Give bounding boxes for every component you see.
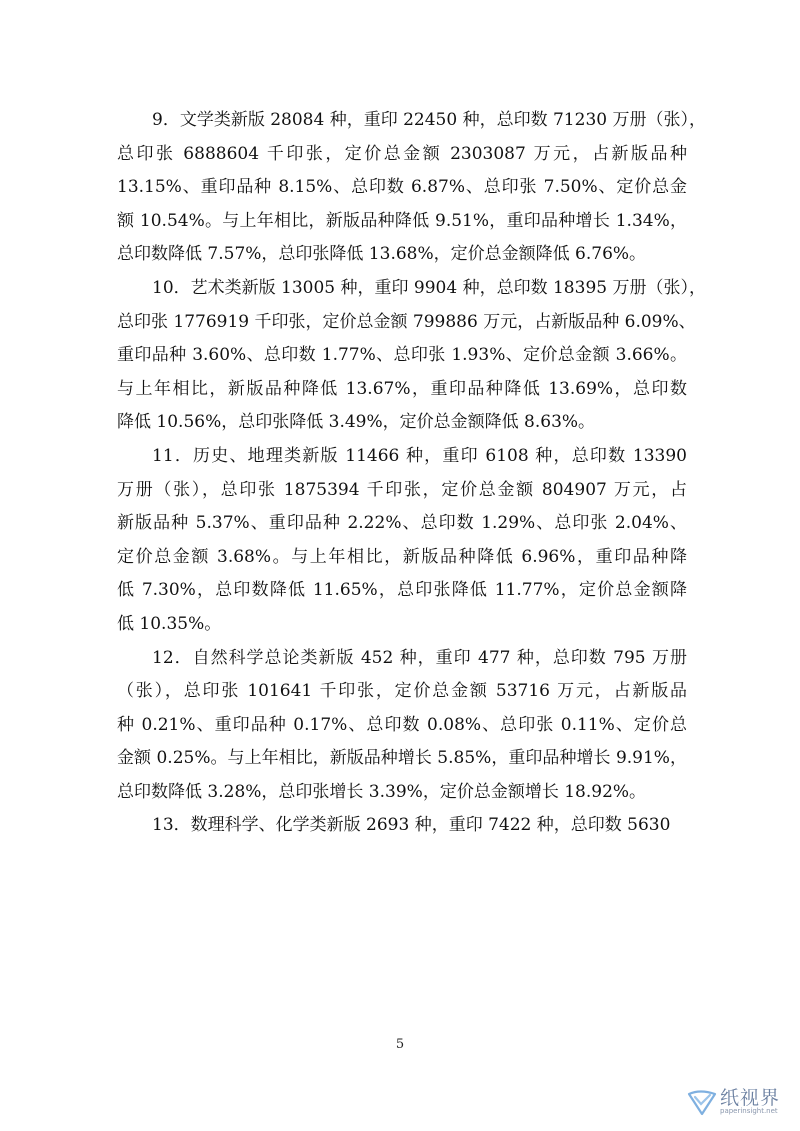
- text-line: 低 10.35%。: [117, 613, 222, 634]
- text-line: 万册（张），总印张 1875394 千印张，定价总金额 804907 万元，占: [117, 479, 687, 500]
- document-body: [117, 104, 706, 843]
- text-line: 低 7.30%，总印数降低 11.65%，总印张降低 11.77%，定价总金额降: [117, 580, 687, 601]
- text-line: 降低 10.56%，总印张降低 3.49%，定价总金额降低 8.63%。: [117, 412, 596, 433]
- text-line: 11．历史、地理类新版 11466 种，重印 6108 种，总印数 13390: [152, 445, 687, 466]
- text-line: 总印数降低 7.57%，总印张降低 13.68%，定价总金额降低 6.76%。: [117, 244, 647, 265]
- text-line: 与上年相比，新版品种降低 13.67%，重印品种降低 13.69%，总印数: [117, 378, 687, 399]
- paragraph-13-math-physics-chemistry: [117, 809, 687, 843]
- text-line: 总印数降低 3.28%，总印张增长 3.39%，定价总金额增长 18.92%。: [117, 781, 647, 802]
- text-line: 新版品种 5.37%、重印品种 2.22%、总印数 1.29%、总印张 2.04%、: [117, 513, 687, 534]
- text-line: 9．文学类新版 28084 种，重印 22450 种，总印数 71230 万册（张），: [152, 110, 706, 130]
- watermark-logo-icon: [686, 1085, 718, 1117]
- text-line: 总印张 6888604 千印张，定价总金额 2303087 万元，占新版品种: [117, 143, 687, 164]
- text-line: 12．自然科学总论类新版 452 种，重印 477 种，总印数 795 万册: [152, 647, 687, 668]
- text-line: 种 0.21%、重印品种 0.17%、总印数 0.08%、总印张 0.11%、定价总: [117, 714, 687, 735]
- text-line: 13．数理科学、化学类新版 2693 种，重印 7422 种，总印数 5630: [152, 815, 671, 836]
- watermark: [686, 1083, 786, 1119]
- text-line: 额 10.54%。与上年相比，新版品种降低 9.51%，重印品种增长 1.34%，: [117, 210, 687, 231]
- watermark-name: 纸视界: [720, 1087, 781, 1109]
- text-line: 总印张 1776919 千印张，定价总金额 799886 万元，占新版品种 6.09%、: [117, 311, 696, 332]
- page-number: 5: [395, 1037, 405, 1052]
- text-line: 重印品种 3.60%、总印数 1.77%、总印张 1.93%、定价总金额 3.66%。: [117, 345, 687, 366]
- text-line: 金额 0.25%。与上年相比，新版品种增长 5.85%，重印品种增长 9.91%，: [117, 748, 687, 769]
- paragraph-11-history-geography: [117, 440, 687, 642]
- paragraph-9-literature: [117, 104, 706, 272]
- paragraph-12-natural-science: [117, 642, 687, 810]
- text-line: 定价总金额 3.68%。与上年相比，新版品种降低 6.96%，重印品种降: [117, 546, 687, 567]
- paragraph-10-art: [117, 272, 706, 440]
- text-line: 13.15%、重印品种 8.15%、总印数 6.87%、总印张 7.50%、定价总金: [117, 177, 687, 198]
- text-line: （张），总印张 101641 千印张，定价总金额 53716 万元，占新版品: [117, 681, 687, 702]
- watermark-url: paperinsight.net: [720, 1107, 778, 1115]
- text-line: 10．艺术类新版 13005 种，重印 9904 种，总印数 18395 万册（张），: [152, 277, 706, 298]
